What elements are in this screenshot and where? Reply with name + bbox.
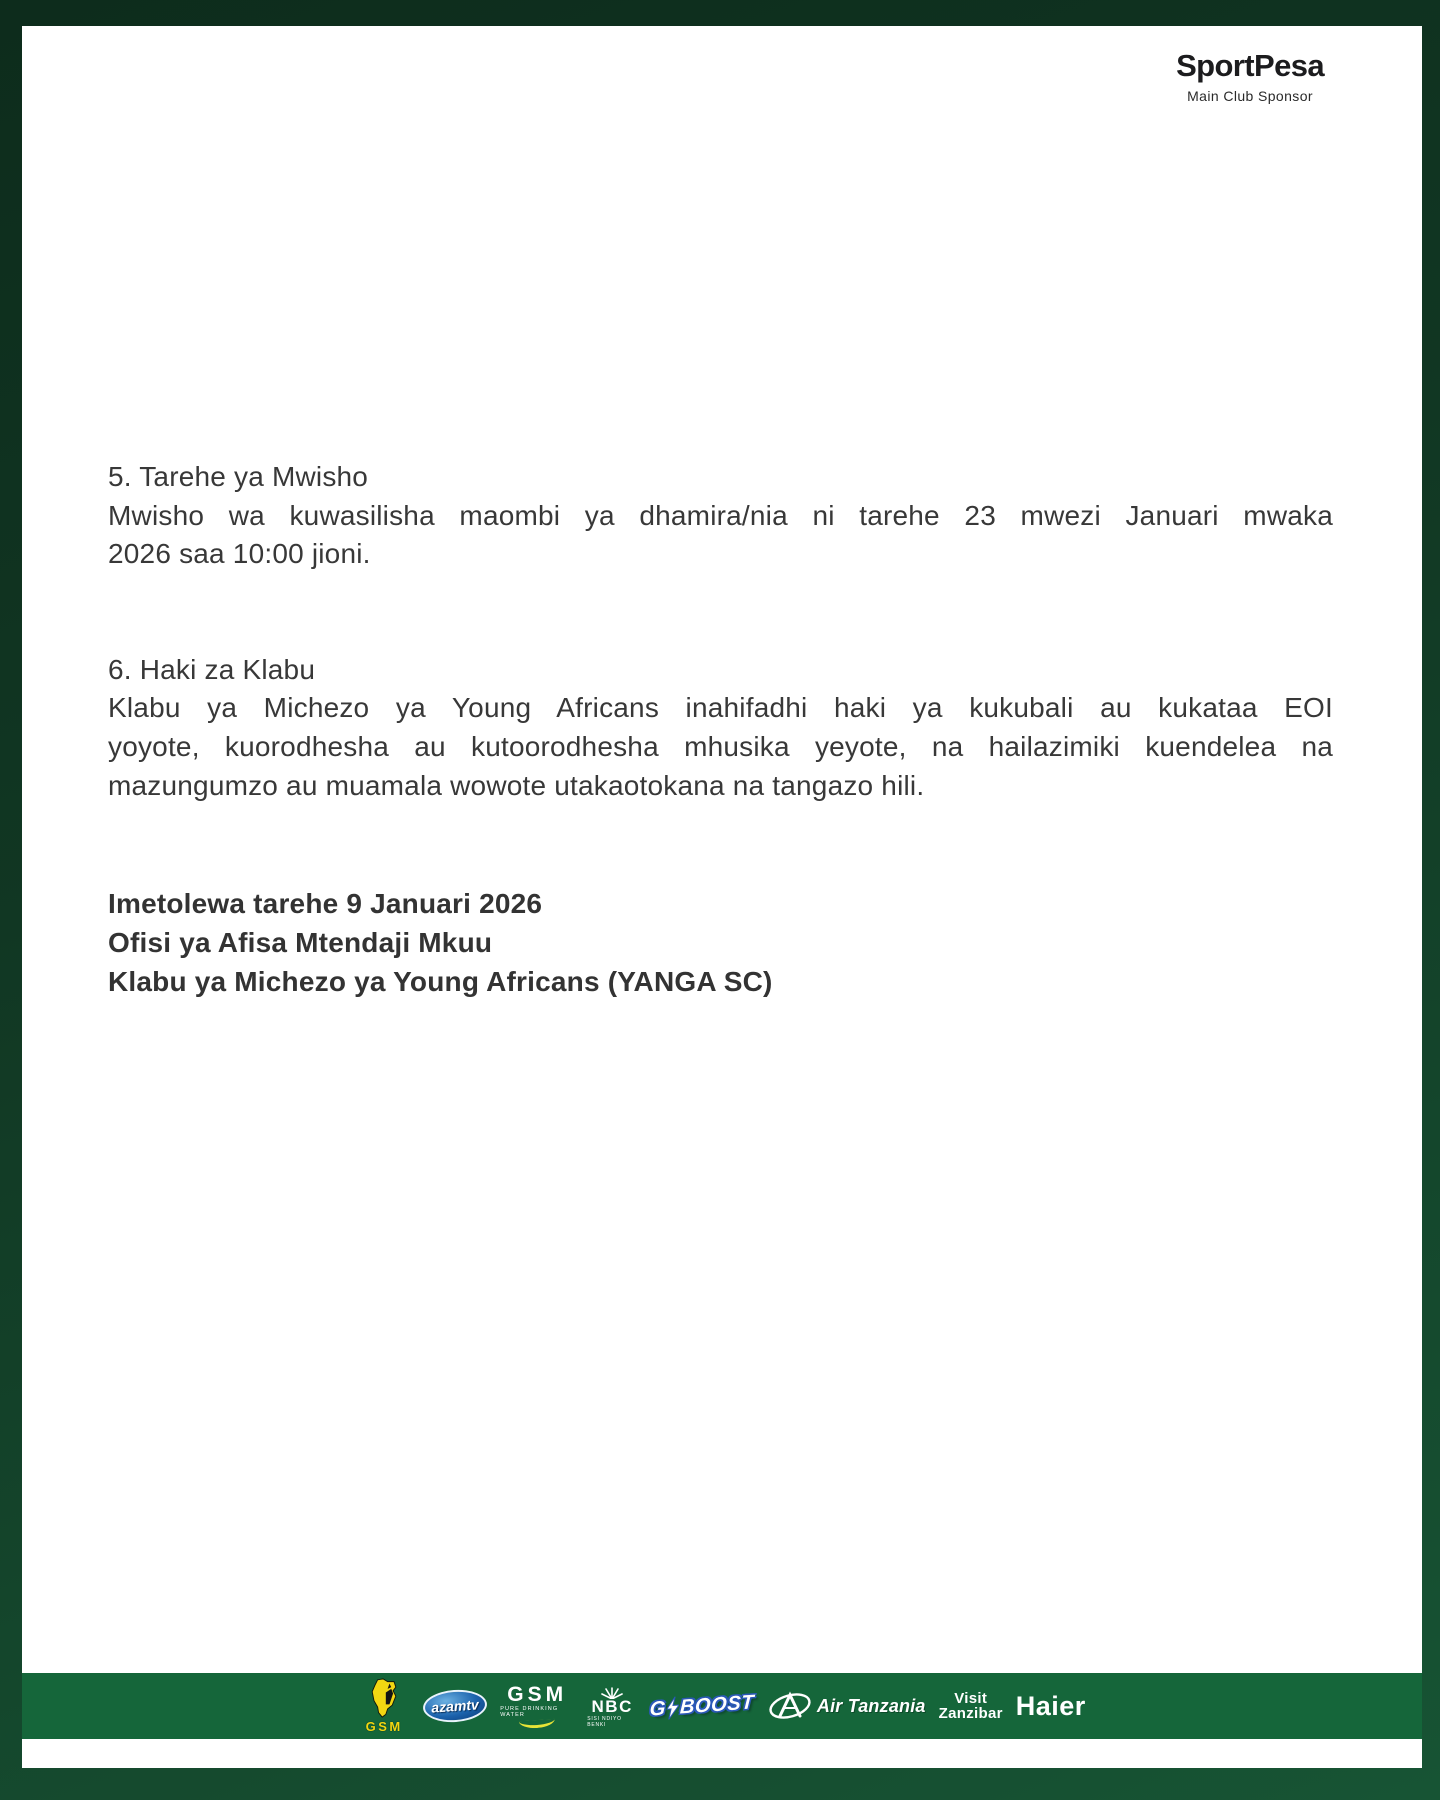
main-sponsor-header: [1176, 50, 1324, 104]
gsm-water-tagline: PURE DRINKING WATER: [500, 1705, 559, 1718]
signature-block: [108, 885, 1333, 1001]
gsm-label: GSM: [365, 1719, 403, 1734]
gboost-suffix-label: BOOST: [679, 1690, 755, 1718]
sportpesa-logo: SportPesa: [1176, 48, 1324, 83]
sponsor-logo-air-tanzania: [767, 1690, 926, 1722]
sponsor-logo-gsm: [358, 1678, 410, 1734]
sponsor-logo-nbc: [587, 1685, 637, 1728]
paragraph-line: Mwisho wa kuwasilisha maombi ya dhamira/nia ni tarehe 23 mwezi Januari mwaka: [108, 499, 1333, 531]
sponsor-logo-visit-zanzibar: [939, 1691, 1003, 1721]
sponsor-logo-azamtv: [423, 1690, 487, 1722]
paragraph-line: yoyote, kuorodhesha au kutoorodhesha mhusika yeyote, na hailazimiki kuendelea na: [108, 730, 1333, 762]
section-club-rights: [108, 651, 1333, 805]
main-club-sponsor-label: Main Club Sponsor: [1187, 87, 1313, 104]
paragraph-line: 2026 saa 10:00 jioni.: [108, 538, 371, 570]
paragraph-line: mazungumzo au muamala wowote utakaotokana na tangazo hili.: [108, 769, 925, 801]
section-deadline-heading: 5. Tarehe ya Mwisho: [108, 461, 369, 492]
haier-label: Haier: [1015, 1690, 1086, 1721]
visit-label: Visit: [954, 1690, 988, 1707]
yellow-swoosh-icon: [519, 1718, 555, 1728]
azamtv-ellipse-icon: [422, 1688, 488, 1724]
gboost-prefix-label: G: [649, 1697, 667, 1721]
document-body: [108, 458, 1333, 1002]
nbc-tagline: SISI NDIYO BENKI: [587, 1715, 622, 1728]
sponsor-logo-haier: [1016, 1691, 1086, 1722]
air-tanzania-label: Air Tanzania: [816, 1695, 926, 1716]
issuing-office-line: Ofisi ya Afisa Mtendaji Mkuu: [108, 926, 493, 958]
africa-map-icon: [364, 1678, 404, 1718]
section-club-rights-heading: 6. Haki za Klabu: [108, 653, 316, 685]
azamtv-label: azamtv: [430, 1696, 480, 1716]
sponsor-logo-gboost: [649, 1690, 755, 1721]
document-page: [22, 26, 1422, 1768]
gsm-water-label: GSM: [507, 1682, 568, 1706]
issue-date-line: Imetolewa tarehe 9 Januari 2026: [108, 888, 543, 920]
paragraph-line: Klabu ya Michezo ya Young Africans inahifadhi haki ya kukubali au kukataa EOI: [108, 692, 1333, 724]
sponsor-logo-gsm-water: [500, 1682, 574, 1728]
section-deadline: [108, 458, 1333, 574]
air-tanzania-emblem-icon: [767, 1690, 813, 1722]
nbc-label: NBC: [591, 1696, 633, 1716]
sponsor-band: [22, 1673, 1422, 1739]
club-name-line: Klabu ya Michezo ya Young Africans (YANGA SC): [108, 965, 773, 997]
lightning-bolt-icon: [666, 1696, 679, 1721]
zanzibar-label: Zanzibar: [938, 1705, 1003, 1722]
